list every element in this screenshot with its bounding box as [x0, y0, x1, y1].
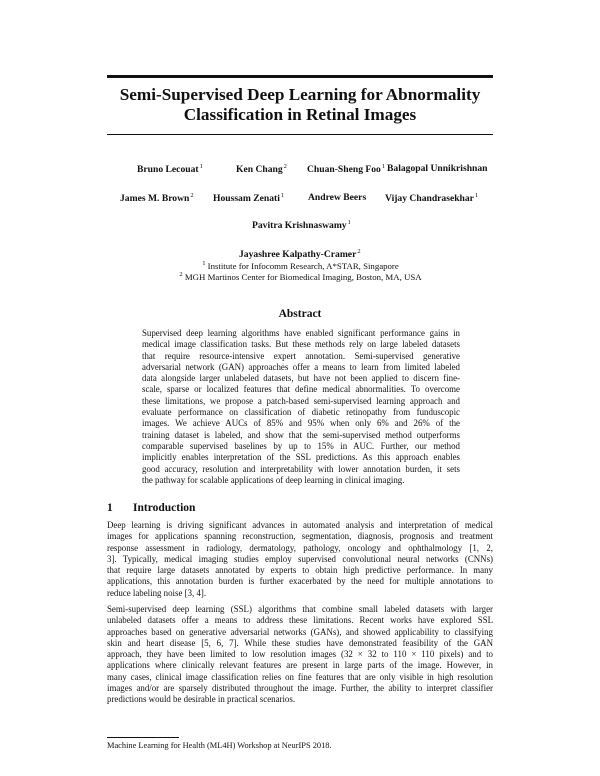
venue-footnote: Machine Learning for Health (ML4H) Workshop at NeurIPS 2018.: [107, 741, 332, 750]
abstract-line: training dataset is labeled, and show that the semi-supervised method outperforms: [142, 429, 460, 440]
body-line: many cases, clinical image classification relies on fine features that are only visible in high resolution: [107, 671, 493, 682]
section-heading-introduction: [107, 502, 195, 514]
body-line: approaches based on generative adversarial networks (GANs), and showed applicability to classifying: [107, 626, 493, 637]
abstract-heading: Abstract: [278, 308, 322, 320]
body-line: predictions would be desirable in practical scenarios.: [107, 694, 296, 705]
intro-paragraph-2: [107, 604, 493, 706]
paper-title: [90, 85, 510, 125]
body-line: images and/or are sparsely distributed throughout the image. Further, the ability to interpret classifier: [107, 683, 493, 694]
body-line: 3]. Typically, medical imaging studies employ supervised convolutional neural networks (CNNs): [107, 553, 493, 564]
body-line: Deep learning is driving significant advances in automated analysis and interpretation of medical: [107, 520, 493, 530]
abstract-body: [142, 328, 460, 486]
author-lecouat: Bruno Lecouat$^1$: [137, 163, 203, 175]
body-line: approach, they have been limited to low resolution images (32 × 32 to 110 × 110 pixels) and to: [107, 649, 493, 660]
body-line: response assessment in radiology, dermatology, pathology, oncology and ophthalmology [1, 2,: [107, 542, 493, 553]
body-line: applications, this annotation burden is further exacerbated by the need for multiple annotations to: [107, 576, 493, 587]
section-number: 1: [107, 502, 113, 514]
title-top-rule: [107, 75, 493, 78]
body-line: applications where clinically relevant features are present in large parts of the image. However, in: [107, 660, 493, 671]
footnote-rule: [107, 737, 179, 738]
body-line: unlabeled datasets offer a means to address these limitations. Recent works have explored SSL: [107, 615, 493, 626]
abstract-line: images. We achieve AUCs of 85% and 95% when only 6% and 26% of the: [142, 418, 460, 429]
abstract-line: comparable supervised baselines by up to 15% in AUC. Further, our method: [142, 440, 460, 451]
body-line: reduce labeling noise [3, 4].: [107, 587, 207, 598]
author-unnikrishnan: Balagopal Unnikrishnan: [387, 163, 488, 174]
abstract-line: implicitly enables interpretation of the SSL predictions. As this approach enables: [142, 452, 460, 463]
intro-paragraph-1: [107, 520, 493, 599]
abstract-line: scale, sparse or localized features that define medical abnormalities. To overcome: [142, 384, 460, 395]
affiliation-1: $^1$ Institute for Infocomm Research, A*STAR, Singapore: [202, 260, 399, 271]
abstract-line: Supervised deep learning algorithms have enabled significant performance gains in: [142, 328, 460, 338]
body-line: Semi-supervised deep learning (SSL) algorithms that combine small labeled datasets with larger: [107, 604, 493, 614]
abstract-line: that require resource-intensive expert annotation. Semi-supervised generative: [142, 350, 460, 361]
section-title: Introduction: [133, 502, 196, 514]
affiliation-2: $^2$ MGH Martinos Center for Biomedical Imaging, Boston, MA, USA: [179, 271, 422, 282]
body-line: skin and heart disease [5, 6, 7]. While these studies have demonstrated feasibility of the GAN: [107, 637, 493, 648]
author-kalpathy-cramer: Jayashree Kalpathy-Cramer$^2$: [239, 248, 361, 260]
body-line: images for applications spanning reconstruction, segmentation, diagnosis, prognosis and treatment: [107, 531, 493, 542]
title-line-2: Classification in Retinal Images: [183, 105, 417, 124]
author-krishnaswamy: Pavitra Krishnaswamy$^1$: [252, 219, 351, 231]
title-line-1: Semi-Supervised Deep Learning for Abnormality: [119, 85, 481, 104]
abstract-line: good accuracy, resolution and interpretability with lower annotation burden, it sets: [142, 463, 460, 474]
author-chang: Ken Chang$^2$: [236, 163, 287, 175]
author-chandrasekhar: Vijay Chandrasekhar$^1$: [385, 192, 479, 204]
author-foo: Chuan-Sheng Foo$^1$: [307, 163, 386, 175]
abstract-line: these limitations, we propose a patch-based semi-supervised learning approach and: [142, 395, 460, 406]
title-bottom-rule: [107, 134, 493, 135]
abstract-line: data alongside larger unlabeled datasets, but have not been applied to discern fine-: [142, 373, 460, 384]
author-beers: Andrew Beers: [308, 192, 367, 203]
body-line: that require large datasets annotated by experts to obtain high predictive performance. In many: [107, 565, 493, 576]
author-brown: James M. Brown$^2$: [120, 192, 194, 204]
author-zenati: Houssam Zenati$^1$: [213, 192, 285, 204]
abstract-line: the pathway for scalable applications of deep learning in clinical imaging.: [142, 474, 405, 485]
abstract-line: evaluate performance on classification of diabetic retinopathy from funduscopic: [142, 407, 460, 418]
abstract-line: adversarial network (GAN) approaches offer a means to learn from limited labeled: [142, 361, 460, 372]
abstract-line: medical image classification tasks. But these methods rely on large labeled datasets: [142, 339, 460, 350]
